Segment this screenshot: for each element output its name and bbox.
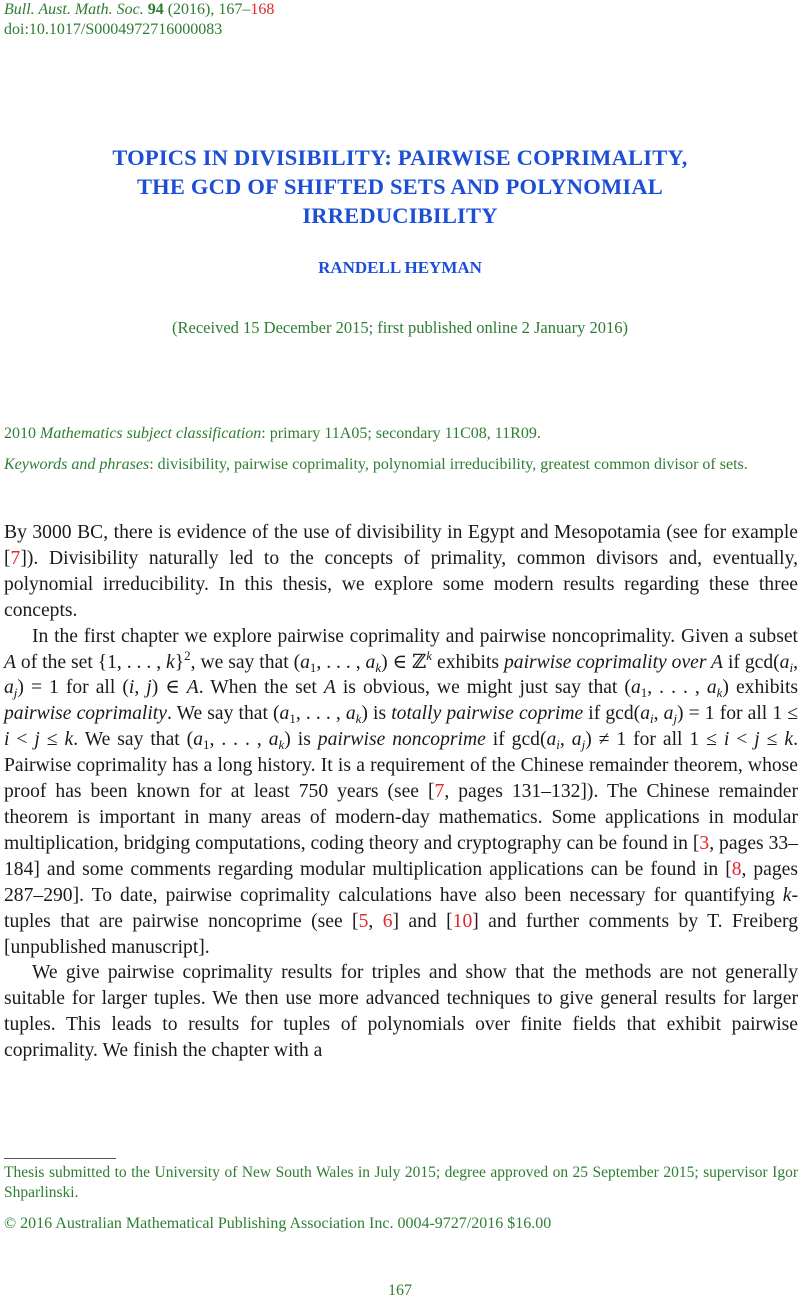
journal-volume: 94 (147, 1, 164, 18)
citation-link[interactable]: 10 (452, 910, 473, 932)
journal-citation (4, 0, 274, 20)
paragraph: By 3000 BC, there is evidence of the use of divisibility in Egypt and Mesopotamia (see for example [7]). Divisibility naturally led to the concepts of primality, common divisors and, eventually, polynomial irreducibility. In this thesis, we explore some modern results regarding these three concepts. (4, 522, 798, 621)
citation-link[interactable]: 8 (731, 858, 742, 880)
title-line: IRREDUCIBILITY (302, 203, 498, 228)
footnote: Thesis submitted to the University of New South Wales in July 2015; degree approved on 25 September 2015; supervisor Igor Shparlinski. (4, 1164, 798, 1201)
citation-link[interactable]: 7 (10, 547, 21, 569)
msc-label: Mathematics subject classification (40, 425, 262, 442)
paragraph: We give pairwise coprimality results for triples and show that the methods are not generally suitable for larger tuples. We then use more advanced techniques to give general results for larger tuples. This leads to results for tuples of polynomials over finite fields that exhibit pairwise coprimality. We finish the chapter with a (4, 962, 798, 1062)
citation-link[interactable]: 6 (382, 910, 393, 932)
subject-classification (4, 424, 798, 444)
paragraph: In the first chapter we explore pairwise coprimality and pairwise noncoprimality. Given a subset A of the set {1, . . . , k}$^2$, we say that ($a_1$, . . . , $a_k$) ∈ ℤ$^k$ exhibits pairwise coprimality over A if $\gcd(a_i$, $a_j) = 1$ for all (i, j) ∈ A. When the set A is obvious, we might just say that ($a_1$, . . . , $a_k$) exhibits pairwise coprimality. We say that ($a_1$, . . . , $a_k$) is totally pairwise coprime if $\gcd(a_i$, $a_j) = 1$ for all 1 ≤ i < j ≤ k. We say that ($a_1$, . . . , $a_k$) is pairwise noncoprime if $\gcd(a_i$, $a_j) \ne 1$ for all 1 ≤ i < j ≤ k. Pairwise coprimality has a long history. It is a requirement of the Chinese remainder theorem, whose proof has been known for at least 750 years (see [7, pages 131–132]). The Chinese remainder theorem is important in many areas of modern-day mathematics. Some applications in modular multiplication, bridging computations, coding theory and cryptography can be found in [3, pages 33–184] and some comments regarding modular multiplication applications can be found in [8, pages 287–290]. To date, pairwise coprimality calculations have also been necessary for quantifying k-tuples that are pairwise noncoprime (see [5, 6] and [10] and further comments by T. Freiberg [unpublished manuscript]. (4, 625, 799, 958)
keywords-label: Keywords and phrases (4, 456, 150, 473)
author-name: RANDELL HEYMAN (318, 258, 482, 277)
footnote-rule (4, 1158, 116, 1159)
msc-text: : primary 11A05; secondary 11C08, 11R09. (261, 425, 541, 442)
title-line: TOPICS IN DIVISIBILITY: PAIRWISE COPRIMALITY, (112, 145, 688, 170)
journal-pages-end-link[interactable]: 168 (250, 1, 275, 18)
journal-year: (2016), (167, 1, 215, 18)
copyright: © 2016 Australian Mathematical Publishing Association Inc. 0004-9727/2016 $16.00 (4, 1215, 552, 1232)
journal-pages-start: 167– (218, 1, 251, 18)
received-dates: (Received 15 December 2015; first published online 2 January 2016) (172, 318, 628, 337)
title-line: THE GCD OF SHIFTED SETS AND POLYNOMIAL (136, 174, 664, 199)
msc-year: 2010 (4, 425, 36, 442)
citation-link[interactable]: 3 (699, 832, 710, 854)
doi[interactable]: doi:10.1017/S0004972716000083 (4, 21, 223, 38)
keywords (4, 454, 798, 475)
page-number: 167 (388, 1282, 412, 1299)
body-text (4, 520, 798, 1064)
citation-link[interactable]: 5 (358, 910, 369, 932)
paper-title (40, 143, 760, 230)
citation-link[interactable]: 7 (434, 781, 445, 803)
keywords-text: : divisibility, pairwise coprimality, polynomial irreducibility, greatest common divisor of sets. (149, 456, 748, 473)
journal-name: Bull. Aust. Math. Soc. (4, 1, 144, 18)
